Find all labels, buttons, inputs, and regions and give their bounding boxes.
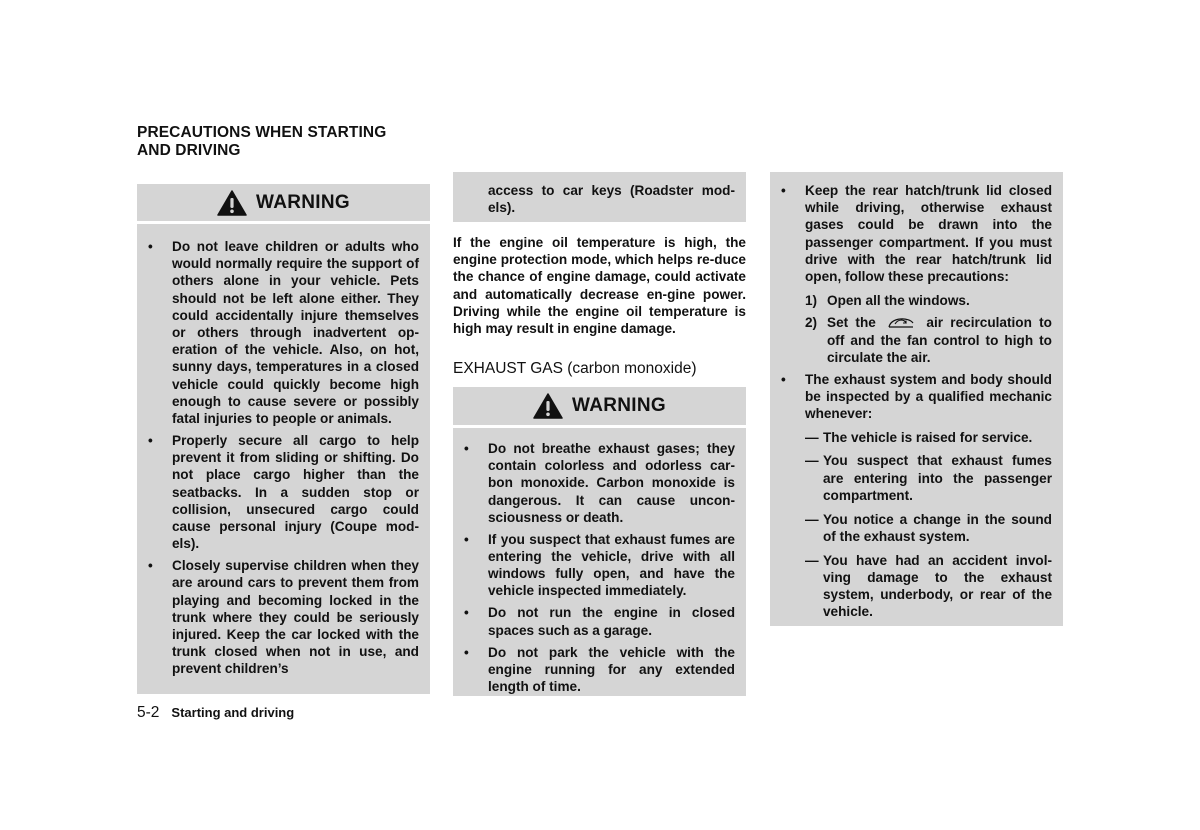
warning-item: • Do not leave children or adults who would normally require the support of others alone in your vehicle. Pets should not be left alone either. They could accidentally injure themselves or others through inadvertent op-eration of the vehicle. Also, on hot, sunny days, temperatures in a closed vehicle could quickly become high enough to cause severe or possibly fatal injuries to people or animals. xyxy=(137,238,430,427)
warning-item: • Do not run the engine in closed spaces such as a garage. xyxy=(453,604,746,638)
warning-list xyxy=(137,238,430,678)
exhaust-gas-heading: EXHAUST GAS (carbon monoxide) xyxy=(453,360,697,377)
warning-header xyxy=(137,184,430,224)
warning-triangle-icon xyxy=(533,393,563,419)
dash-item-text: You suspect that exhaust fumes are entering into the passenger compartment. xyxy=(823,453,1052,503)
precaution-item-exhaust-inspection xyxy=(770,371,1063,620)
step-text: Open all the windows. xyxy=(827,293,970,309)
dash-item: — The vehicle is raised for service. xyxy=(805,429,1033,445)
page-title-line-1: PRECAUTIONS WHEN STARTING xyxy=(137,124,387,141)
step-text-after: air recirculation to off and the fan control to high to circulate the air. xyxy=(827,315,1052,365)
step-number: 2) xyxy=(805,315,818,331)
precaution-list xyxy=(770,182,1063,620)
warning-label: WARNING xyxy=(572,395,666,416)
precaution-text: The exhaust system and body should be inspected by a qualified mechanic whenever: xyxy=(805,372,1052,422)
warning-item: • Do not park the vehicle with the engine running for any extended length of time. xyxy=(453,644,746,696)
precaution-box-rear-hatch xyxy=(770,172,1063,626)
page-title-line-2: AND DRIVING xyxy=(137,141,241,159)
warning-item: • If you suspect that exhaust fumes are entering the vehicle, drive with all windows fully open, and have the vehicle inspected immediately. xyxy=(453,531,746,600)
dash-item: — You suspect that exhaust fumes are entering into the passenger compartment. xyxy=(805,453,1052,503)
page-number: 5-2 xyxy=(137,704,160,721)
precaution-text: Keep the rear hatch/trunk lid closed while driving, otherwise exhaust gases could be drawn into the passenger compartment. If you must drive with the rear hatch/trunk lid open, follow these precautions: xyxy=(805,183,1052,285)
warning-item: • Properly secure all cargo to help prevent it from sliding or shifting. Do not place cargo higher than the seatbacks. In a sudden stop or collision, unsecured cargo could cause personal injury (Coupe mod-els). xyxy=(137,432,430,552)
warning-item: • Do not breathe exhaust gases; they contain colorless and odorless car-bon monoxide. Carbon monoxide is dangerous. It can cause uncon-sciousness or death. xyxy=(453,440,746,526)
air-recirculation-icon xyxy=(887,315,915,329)
warning-triangle-icon xyxy=(217,190,247,216)
warning-box-exhaust xyxy=(453,387,746,696)
step-text-before: Set the xyxy=(827,315,876,331)
step-item xyxy=(805,314,1052,366)
warning-continued-text: access to car keys (Roadster mod-els). xyxy=(488,183,735,216)
step-item xyxy=(805,292,1052,309)
warning-item: • Closely supervise children when they are around cars to prevent them from playing and becoming locked in the trunk where they could be seriously injured. Keep the car locked with the trunk closed when not in use, and prevent children’s xyxy=(137,557,430,677)
oil-temperature-paragraph: If the engine oil temperature is high, the engine protection mode, which helps re-duce the chance of engine damage, could activate and automatically decrease en-gine power. Driving while the engine oil temperature is high may result in engine damage. xyxy=(453,235,746,337)
warning-box-continued xyxy=(453,172,746,222)
numbered-steps xyxy=(805,292,1052,366)
dash-item-text: You have had an accident invol-ving damage to the exhaust system, underbody, or rear of the vehicle. xyxy=(823,552,1052,620)
page-title xyxy=(137,124,437,159)
warning-box-children-cargo xyxy=(137,184,430,694)
chapter-title: Starting and driving xyxy=(171,705,295,720)
dash-item: — You have had an accident invol-ving damage to the exhaust system, underbody, or rear of the vehicle. xyxy=(805,552,1052,620)
page-footer xyxy=(137,704,294,722)
step-number: 1) xyxy=(805,293,818,309)
warning-label: WARNING xyxy=(256,191,350,213)
dash-item: — You notice a change in the sound of the exhaust system. xyxy=(805,511,1052,544)
dash-item-text: The vehicle is raised for service. xyxy=(823,429,1033,445)
dash-item-text: You notice a change in the sound of the exhaust system. xyxy=(823,511,1052,544)
warning-list xyxy=(453,440,746,695)
warning-header xyxy=(453,387,746,428)
precaution-item-rear-hatch xyxy=(770,182,1063,366)
dash-list xyxy=(805,429,1052,621)
